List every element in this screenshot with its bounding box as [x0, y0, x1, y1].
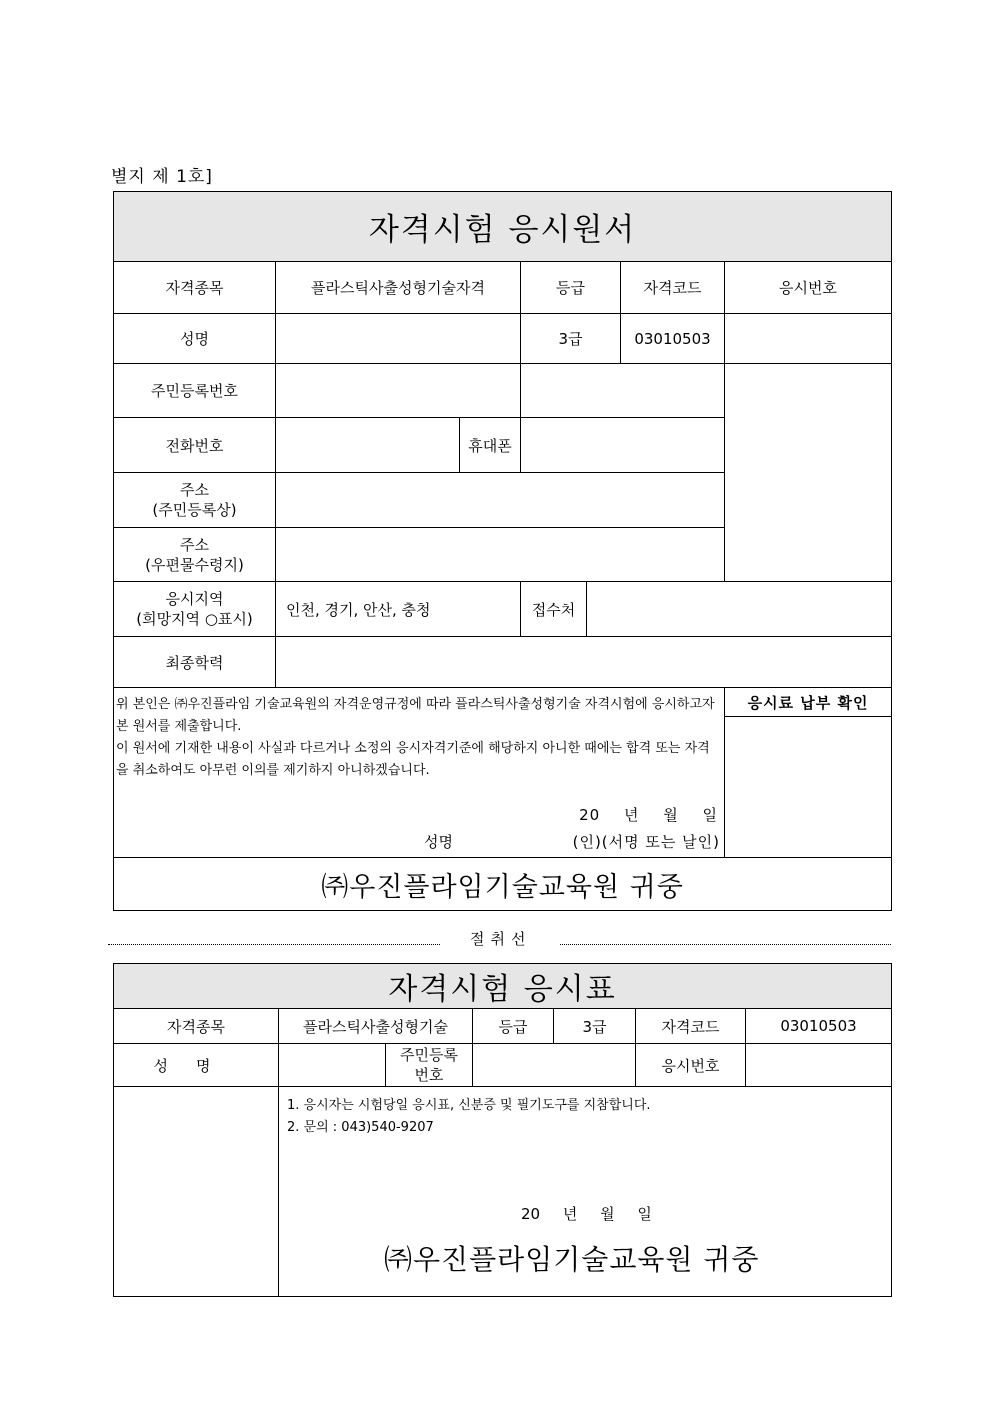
- declaration-block: [114, 688, 725, 858]
- cut-line-label: 절취선: [470, 930, 532, 948]
- mobile-field[interactable]: [521, 418, 725, 473]
- address-resident-field[interactable]: [276, 473, 725, 528]
- subject-value: 플라스틱사출성형기술자격: [276, 262, 521, 314]
- ticket-note-2: 2. 문의 : 043)540-9207: [287, 1120, 434, 1135]
- ticket-exam-number-field[interactable]: [746, 1044, 892, 1087]
- form-title: 자격시험 응시원서: [114, 192, 892, 262]
- ticket-grade-value: 3급: [554, 1009, 636, 1044]
- address-mail-label-line2: (우편물수령지): [145, 555, 244, 574]
- reception-label: 접수처: [521, 582, 587, 637]
- signature-name-label: 성명: [424, 833, 453, 851]
- cut-line-dots-left: [108, 944, 440, 945]
- form-number-label: 별지 제 1호]: [111, 167, 213, 187]
- education-label: 최종학력: [114, 637, 276, 688]
- ticket-photo-box[interactable]: [114, 1087, 279, 1297]
- declaration-paragraph-1: 위 본인은 ㈜우진플라임 기술교육원의 자격운영규정에 따라 플라스틱사출성형기술 자격시험에 응시하고자 본 원서를 제출합니다.: [116, 697, 715, 734]
- mobile-label: 휴대폰: [460, 418, 521, 473]
- ticket-subject-label: 자격종목: [114, 1009, 279, 1044]
- declaration-paragraph-2: 이 원서에 기재한 내용이 사실과 다르거나 소정의 응시자격기준에 해당하지 아니한 때에는 합격 또는 자격을 취소하여도 아무런 이의를 제기하지 아니하겠습니다.: [116, 741, 710, 778]
- code-value: 03010503: [621, 314, 725, 364]
- name-label: 성명: [114, 314, 276, 364]
- address-mail-label: [114, 528, 276, 582]
- ticket-notes-block: [279, 1087, 892, 1297]
- ticket-code-value: 03010503: [746, 1009, 892, 1044]
- ticket-name-field[interactable]: [279, 1044, 386, 1087]
- fee-confirm-field[interactable]: [725, 717, 892, 858]
- ticket-grade-label: 등급: [473, 1009, 554, 1044]
- address-mail-label-line1: 주소: [180, 535, 209, 554]
- application-addressee: ㈜우진플라임기술교육원 귀중: [114, 858, 892, 911]
- cut-line-dots-right: [560, 944, 891, 945]
- application-form: [113, 191, 892, 911]
- address-resident-label: [114, 473, 276, 528]
- ticket-date-line: 20 년 월 일: [521, 1205, 652, 1223]
- region-label: [114, 582, 276, 637]
- ticket-name-label: 성명: [114, 1044, 279, 1087]
- admission-ticket: [113, 963, 892, 1297]
- ticket-code-label: 자격코드: [636, 1009, 746, 1044]
- ticket-subject-value: 플라스틱사출성형기술: [279, 1009, 473, 1044]
- application-date-line: 20 년 월 일: [579, 806, 718, 824]
- resident-number-field[interactable]: [276, 364, 521, 418]
- grade-value: 3급: [521, 314, 621, 364]
- subject-label: 자격종목: [114, 262, 276, 314]
- grade-label: 등급: [521, 262, 621, 314]
- ticket-resident-field[interactable]: [473, 1044, 636, 1087]
- exam-number-label: 응시번호: [725, 262, 892, 314]
- name-field[interactable]: [276, 314, 521, 364]
- address-mail-field[interactable]: [276, 528, 725, 582]
- education-field[interactable]: [276, 637, 892, 688]
- resident-number-field-2[interactable]: [521, 364, 725, 418]
- phone-field[interactable]: [276, 418, 460, 473]
- region-label-line2: (희망지역 ○표시): [136, 610, 253, 628]
- photo-box[interactable]: [725, 364, 892, 582]
- address-resident-label-line2: (주민등록상): [152, 501, 237, 519]
- region-label-line1: 응시지역: [165, 590, 224, 608]
- signature-stamp-label: (인)(서명 또는 날인): [572, 833, 720, 851]
- cut-line: [108, 926, 891, 950]
- ticket-note-1: 1. 응시자는 시험당일 응시표, 신분증 및 필기도구를 지참합니다.: [287, 1098, 651, 1113]
- region-options[interactable]: 인천, 경기, 안산, 충청: [276, 582, 521, 637]
- code-label: 자격코드: [621, 262, 725, 314]
- ticket-resident-label-line1: 주민등록: [400, 1046, 458, 1064]
- ticket-title: 자격시험 응시표: [114, 964, 892, 1009]
- phone-label: 전화번호: [114, 418, 276, 473]
- address-resident-label-line1: 주소: [180, 481, 209, 499]
- ticket-resident-label: [386, 1044, 473, 1087]
- ticket-resident-label-line2: 번호: [414, 1066, 444, 1084]
- ticket-exam-number-label: 응시번호: [636, 1044, 746, 1087]
- reception-field[interactable]: [587, 582, 892, 637]
- fee-confirm-label: 응시료 납부 확인: [725, 688, 892, 717]
- resident-number-label: 주민등록번호: [114, 364, 276, 418]
- exam-number-field[interactable]: [725, 314, 892, 364]
- ticket-addressee: ㈜우진플라임기술교육원 귀중: [384, 1243, 760, 1276]
